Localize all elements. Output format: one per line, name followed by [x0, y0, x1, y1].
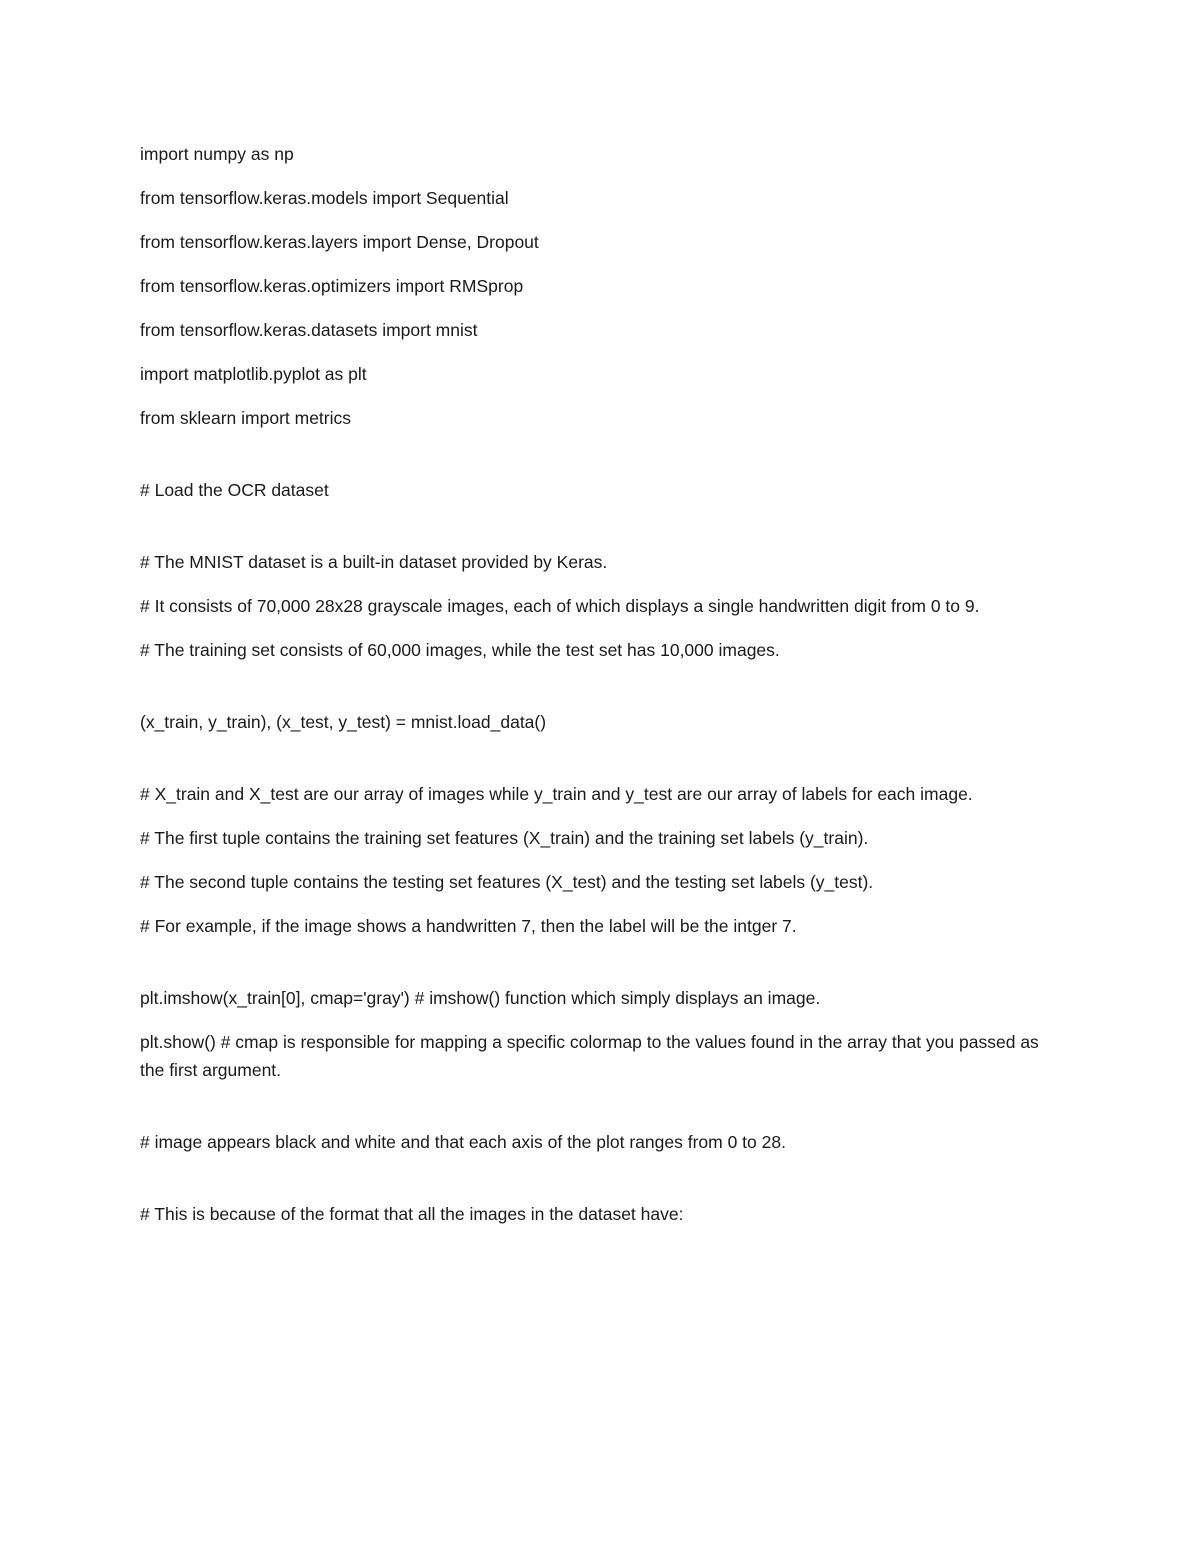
- comment-mnist-builtin: # The MNIST dataset is a built-in dataset provided by Keras.: [140, 552, 608, 572]
- comment-first-tuple: # The first tuple contains the training set features (X_train) and the training set labels (y_train).: [140, 828, 869, 848]
- code-line-import-numpy: import numpy as np: [140, 144, 294, 164]
- code-line-import-pyplot: import matplotlib.pyplot as plt: [140, 364, 367, 384]
- comment-dataset-size: # It consists of 70,000 28x28 grayscale images, each of which displays a single handwritten digit from 0 to 9.: [140, 596, 980, 616]
- code-line-import-sequential: from tensorflow.keras.models import Sequential: [140, 188, 509, 208]
- comment-train-test-split: # The training set consists of 60,000 images, while the test set has 10,000 images.: [140, 640, 780, 660]
- comment-image-format: # This is because of the format that all the images in the dataset have:: [140, 1204, 684, 1224]
- code-line-plt-show: plt.show() # cmap is responsible for mapping a specific colormap to the values found in the array that you passed as the first argument.: [140, 1032, 1039, 1080]
- code-line-import-mnist: from tensorflow.keras.datasets import mnist: [140, 320, 478, 340]
- code-line-import-rmsprop: from tensorflow.keras.optimizers import RMSprop: [140, 276, 524, 296]
- comment-label-example: # For example, if the image shows a handwritten 7, then the label will be the intger 7.: [140, 916, 797, 936]
- comment-second-tuple: # The second tuple contains the testing set features (X_test) and the testing set labels (y_test).: [140, 872, 874, 892]
- code-line-imshow: plt.imshow(x_train[0], cmap='gray') # imshow() function which simply displays an image.: [140, 988, 821, 1008]
- document-body: [140, 140, 1045, 1244]
- code-line-import-metrics: from sklearn import metrics: [140, 408, 352, 428]
- comment-load-dataset: # Load the OCR dataset: [140, 480, 329, 500]
- code-line-import-dense-dropout: from tensorflow.keras.layers import Dense, Dropout: [140, 232, 539, 252]
- comment-axis-range: # image appears black and white and that each axis of the plot ranges from 0 to 28.: [140, 1132, 786, 1152]
- code-line-load-data: (x_train, y_train), (x_test, y_test) = mnist.load_data(): [140, 712, 547, 732]
- comment-arrays-description: # X_train and X_test are our array of images while y_train and y_test are our array of labels for each image.: [140, 784, 973, 804]
